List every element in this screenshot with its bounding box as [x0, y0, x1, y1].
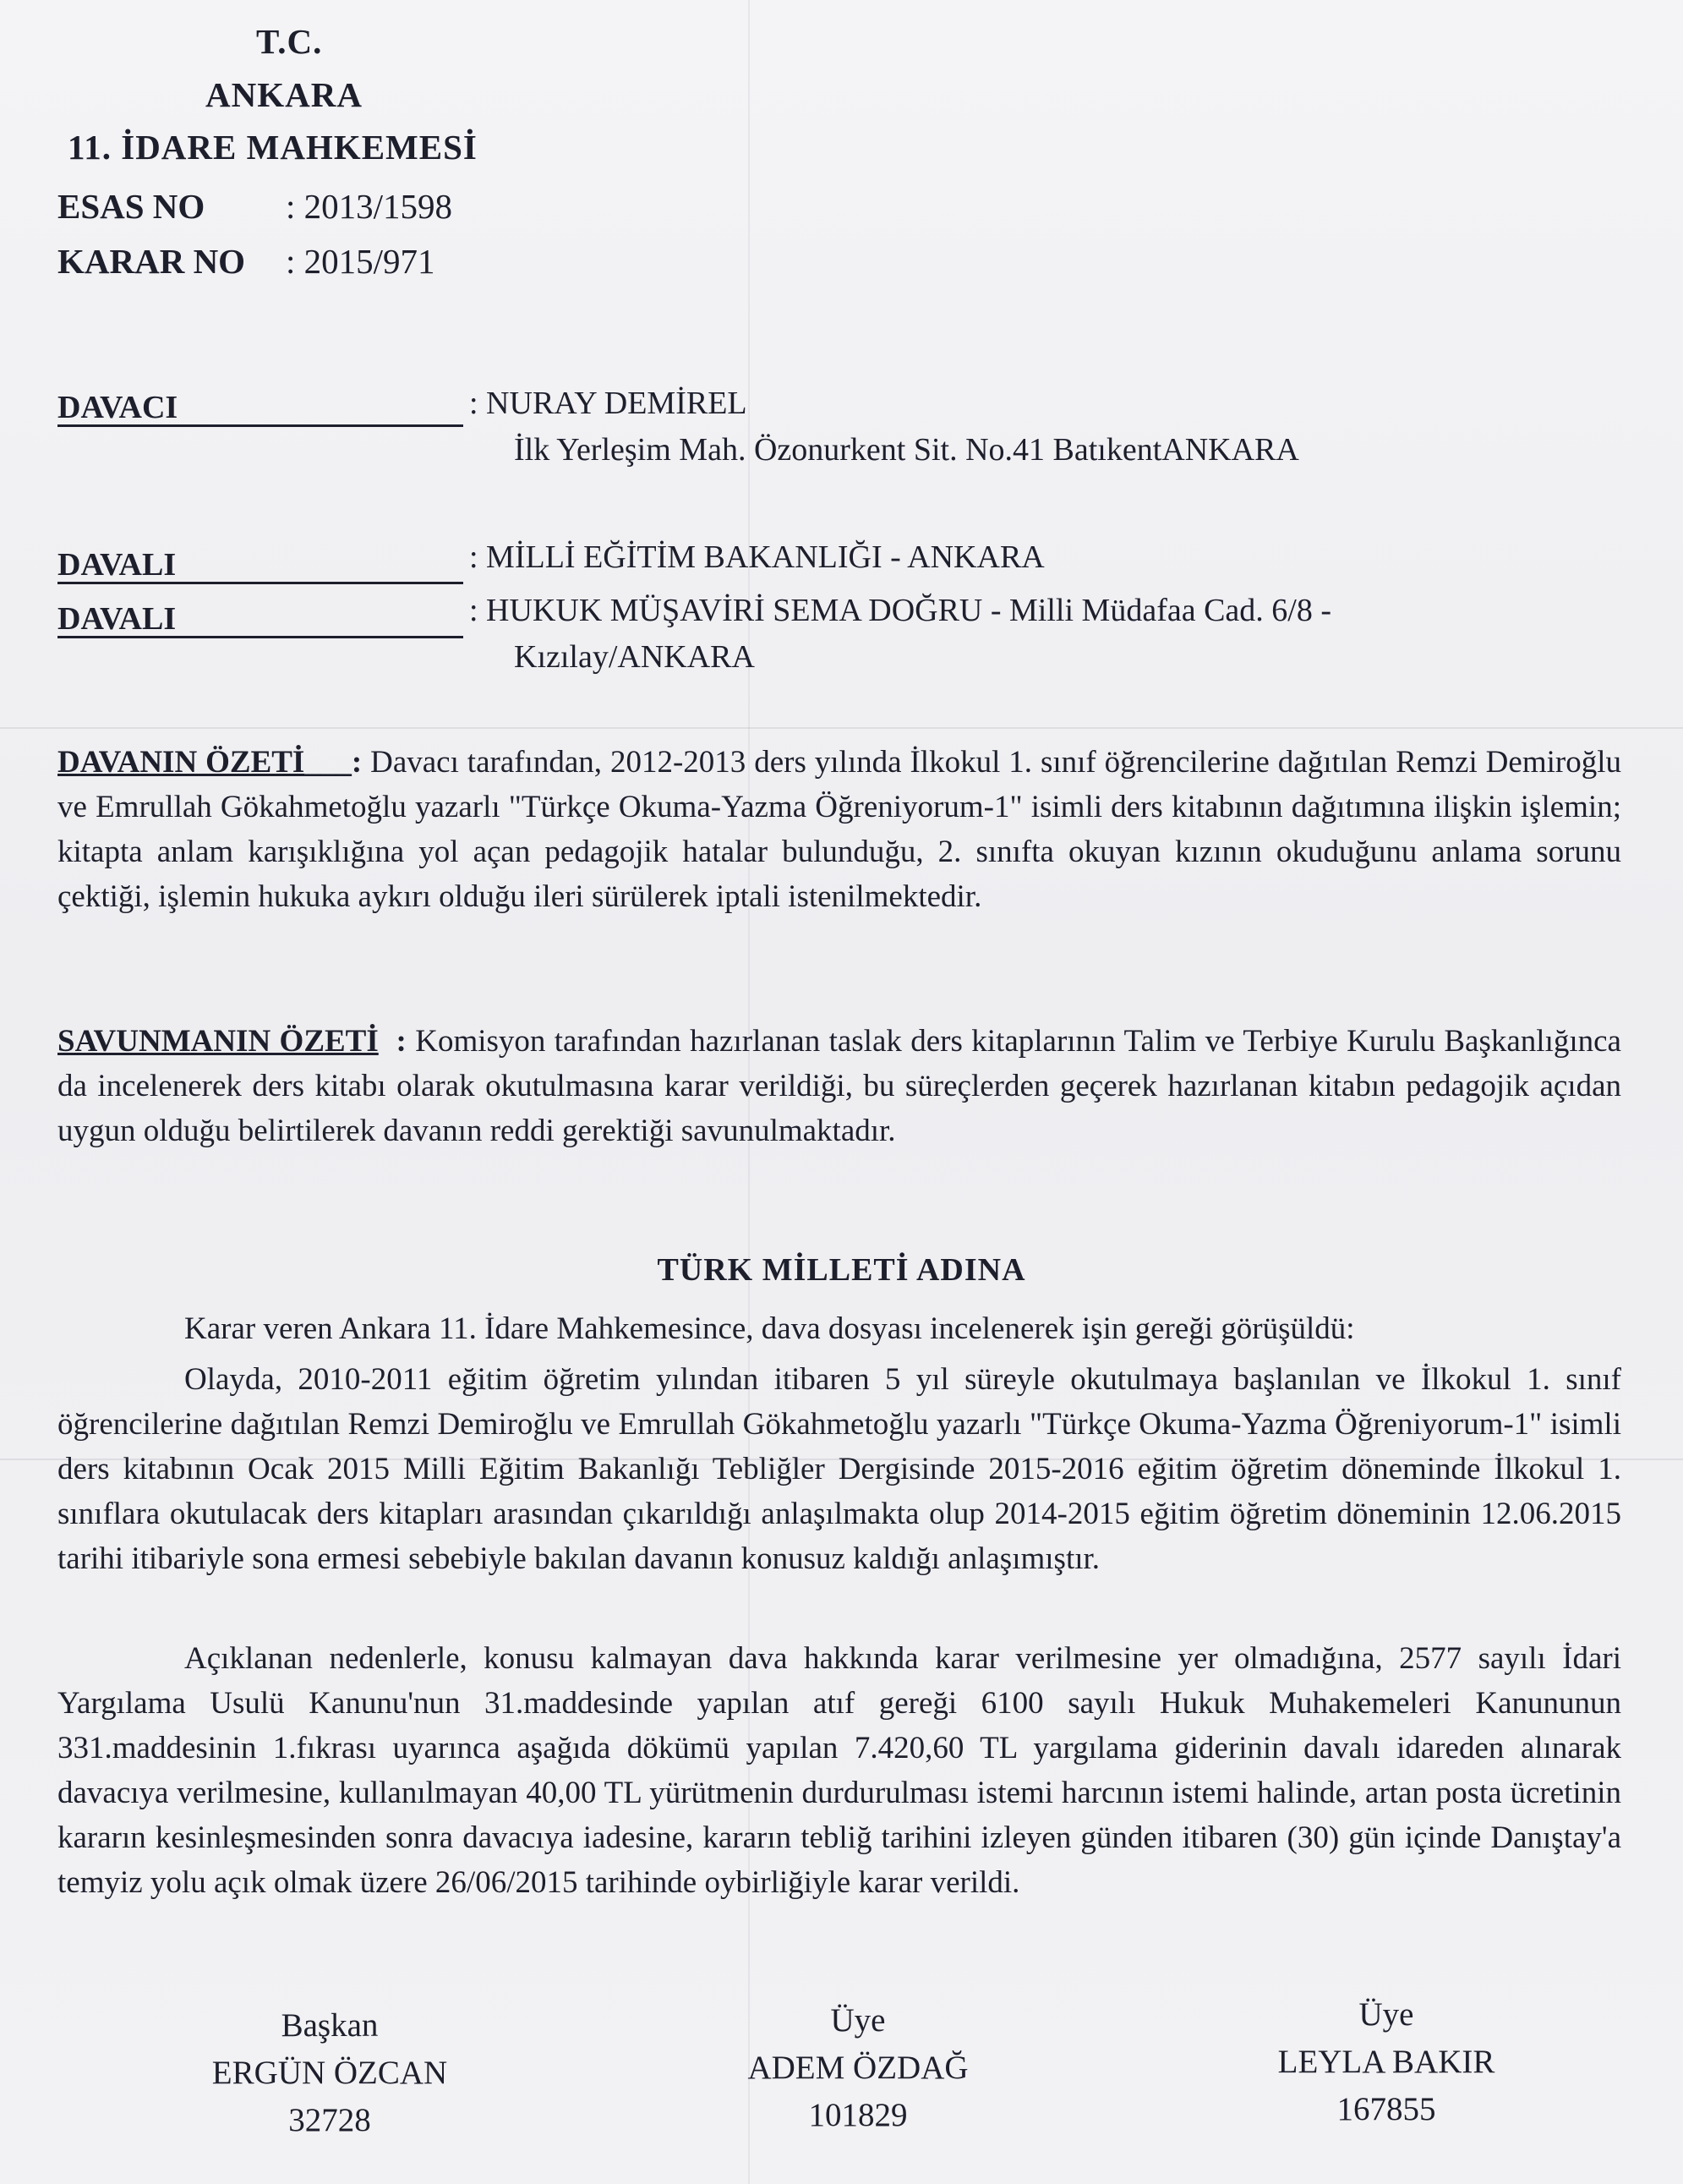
paper-crease [0, 727, 1683, 729]
esas-no [57, 186, 452, 227]
signature-number: 167855 [1336, 2091, 1436, 2127]
dava-ozeti-text: Davacı tarafından, 2012-2013 ders yılında İlkokul 1. sınıf öğrencilerine dağıtılan Remzi Demiroğlu ve Emrullah Gökahmetoğlu yazarlı "Türkçe Okuma-Yazma Öğreniyorum-1" isimli ders kitabının dağıtımına ilişkin işlemin; kitapta anlam karışıklığına yol açan pedagojik hatalar bulunduğu, 2. sınıfta okuyan kızının okuduğunu anlama sorunu çektiği, işlemin hukuka aykırı olduğu ileri sürülerek iptali istenilmektedir. [57, 745, 1621, 914]
signature-block-uye-2 [1226, 1991, 1547, 2133]
davali-label-2: DAVALI [57, 602, 463, 638]
signature-name: ERGÜN ÖZCAN [211, 2055, 448, 2091]
decision-title: TÜRK MİLLETİ ADINA [657, 1252, 1026, 1288]
davaci-label: DAVACI [57, 391, 463, 427]
header-city: ANKARA [205, 75, 363, 114]
davali-label-1: DAVALI [57, 548, 463, 584]
signature-role: Üye [1358, 1996, 1414, 2033]
dava-ozeti-separator: ___: [304, 745, 371, 780]
esas-label: ESAS NO [57, 187, 205, 226]
davaci-address: İlk Yerleşim Mah. Özonurkent Sit. No.41 BatıkentANKARA [514, 432, 1299, 468]
dava-ozeti-label: DAVANIN ÖZETİ [57, 745, 305, 780]
signature-role: Üye [830, 2002, 886, 2039]
savunma-ozeti-paragraph [57, 1019, 1621, 1153]
signature-block-baskan [169, 2002, 490, 2144]
signature-name: ADEM ÖZDAĞ [747, 2050, 969, 2086]
dava-ozeti-paragraph [57, 740, 1621, 919]
davali-value-2-cont: Kızılay/ANKARA [514, 639, 755, 675]
davaci-name: : NURAY DEMİREL [469, 386, 747, 421]
esas-value: : 2013/1598 [286, 187, 453, 226]
karar-no [57, 241, 435, 282]
signature-number: 32728 [288, 2102, 371, 2138]
decision-paragraph-2: Açıklanan nedenlerle, konusu kalmayan dava hakkında karar verilmesine yer olmadığına, 2577 sayılı İdari Yargılama Usulü Kanunu'nun 31.maddesinde yapılan atıf gereği 6100 sayılı Hukuk Muhakemeleri Kanununun 331.maddesinin 1.fıkrası uyarınca aşağıda dökümü yapılan 7.420,60 TL yargılama giderinin davalı idareden alınarak davacıya verilmesine, kullanılmayan 40,00 TL yürütmenin durdurulması istemi harcının istemi halinde, artan posta ücretinin kararın kesinleşmesinden sonra davacıya iadesine, kararın tebliğ tarihini izleyen günden itibaren (30) gün içinde Danıştay'a temyiz yolu açık olmak üzere 26/06/2015 tarihinde oybirliğiyle karar verildi. [57, 1641, 1621, 1900]
savunma-ozeti-label: SAVUNMANIN ÖZETİ [57, 1024, 379, 1059]
decision-intro: Karar veren Ankara 11. İdare Mahkemesince, dava dosyası incelenerek işin gereği görüşüldü: [184, 1311, 1355, 1346]
signature-name: LEYLA BAKIR [1277, 2044, 1495, 2080]
signature-number: 101829 [808, 2097, 908, 2133]
signature-role: Başkan [281, 2007, 379, 2044]
header-republic: T.C. [256, 22, 323, 61]
decision-paragraph-1: Olayda, 2010-2011 eğitim öğretim yılından itibaren 5 yıl süreyle okutulmaya başlanılan ve İlkokul 1. sınıf öğrencilerine dağıtılan Remzi Demiroğlu ve Emrullah Gökahmetoğlu yazarlı "Türkçe Okuma-Yazma Öğreniyorum-1" isimli ders kitabının Ocak 2015 Milli Eğitim Bakanlığı Tebliğler Dergisinde 2015-2016 eğitim öğretim döneminde İlkokul 1. sınıflara okutulacak ders kitapları arasından çıkarıldığı anlaşılmakta olup 2014-2015 eğitim öğretim döneminin 12.06.2015 tarihi itibariyle sona ermesi sebebiyle bakılan davanın konusuz kaldığı anlaşımıştır. [57, 1362, 1621, 1576]
savunma-ozeti-separator: : [378, 1024, 416, 1059]
karar-value: : 2015/971 [286, 242, 435, 281]
davali-value-1: : MİLLİ EĞİTİM BAKANLIĞI - ANKARA [469, 539, 1045, 575]
karar-label: KARAR NO [57, 242, 246, 281]
savunma-ozeti-text: Komisyon tarafından hazırlanan taslak ders kitaplarının Talim ve Terbiye Kurulu Başkanlığınca da incelenerek ders kitabı olarak okutulmasına karar verildiği, bu süreçlerden geçerek hazırlanan kitabın pedagojik açıdan uygun olduğu belirtilerek davanın reddi gerektiği savunulmaktadır. [57, 1024, 1621, 1148]
davali-value-2: : HUKUK MÜŞAVİRİ SEMA DOĞRU - Milli Müdafaa Cad. 6/8 - [469, 593, 1332, 628]
header-court: 11. İDARE MAHKEMESİ [68, 128, 478, 167]
signature-block-uye-1 [697, 1997, 1019, 2139]
